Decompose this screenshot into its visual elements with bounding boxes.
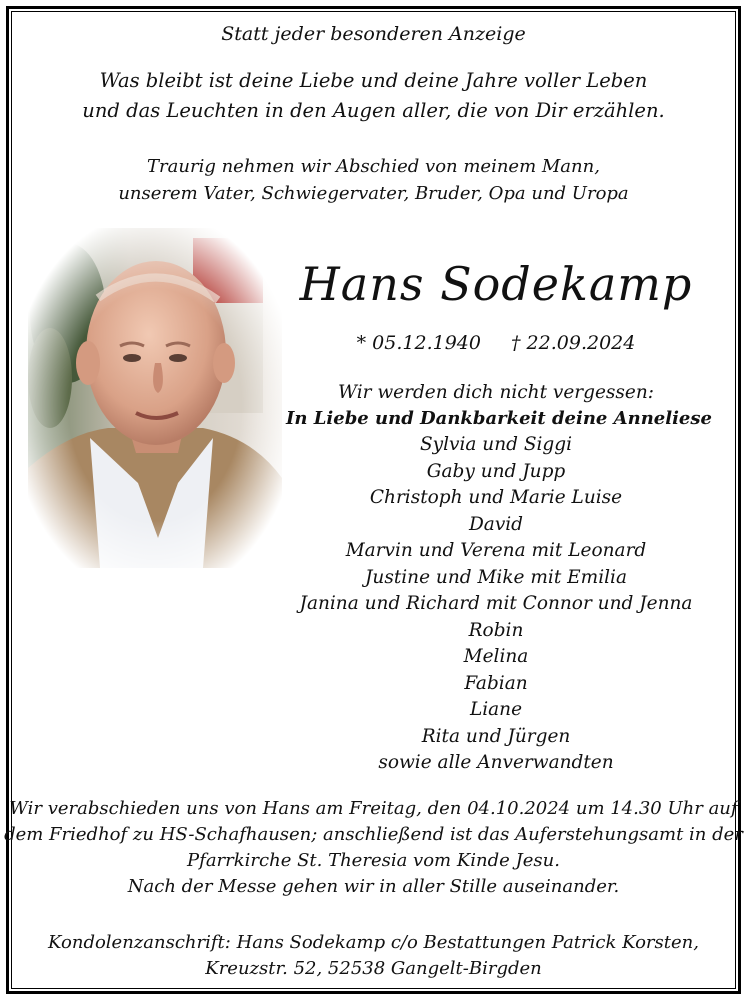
life-dates (286, 330, 706, 356)
mourner-name: Gaby und Jupp (426, 461, 566, 482)
mourners-intro: Wir werden dich nicht vergessen: (338, 382, 654, 403)
funeral-line-1: Wir verabschieden uns von Hans am Freitag, den 04.10.2024 um 14.30 Uhr auf (9, 798, 738, 819)
mourner-name: Robin (468, 620, 524, 641)
funeral-line-4: Nach der Messe gehen wir in aller Stille auseinander. (127, 876, 620, 897)
condolence-line-1: Kondolenzanschrift: Hans Sodekamp c/o Bestattungen Patrick Korsten, (48, 932, 699, 953)
mourner-name: Marvin und Verena mit Leonard (345, 540, 647, 561)
portrait-photo-icon (28, 228, 282, 568)
funeral-line-2: dem Friedhof zu HS-Schafhausen; anschließend ist das Auferstehungsamt in der (4, 824, 743, 845)
announcement-line-1: Traurig nehmen wir Abschied von meinem Mann, (147, 156, 600, 177)
verse-line-2: und das Leuchten in den Augen aller, die von Dir erzählen. (82, 99, 665, 122)
mourner-name: Christoph und Marie Luise (369, 487, 623, 508)
mourner-name: Liane (469, 699, 523, 720)
spouse-line: In Liebe und Dankbarkeit deine Anneliese (286, 408, 712, 429)
condolence-line-2: Kreuzstr. 52, 52538 Gangelt-Birgden (205, 958, 542, 979)
mourner-name: Melina (463, 646, 529, 667)
mourner-name: Rita und Jürgen (421, 726, 571, 747)
intro-line: Statt jeder besonderen Anzeige (221, 23, 526, 45)
death-date: † 22.09.2024 (511, 332, 636, 354)
mourner-name: Sylvia und Siggi (419, 434, 573, 455)
mourner-name: Fabian (464, 673, 528, 694)
funeral-line-3: Pfarrkirche St. Theresia vom Kinde Jesu. (187, 850, 560, 871)
portrait-photo (28, 228, 282, 568)
announcement-line-2: unserem Vater, Schwiegervater, Bruder, Opa und Uropa (118, 183, 629, 204)
verse-line-1: Was bleibt ist deine Liebe und deine Jahre voller Leben (99, 69, 648, 92)
deceased-name: Hans Sodekamp (299, 257, 693, 311)
birth-date: * 05.12.1940 (356, 332, 481, 354)
mourner-name: sowie alle Anverwandten (378, 752, 614, 773)
mourner-name: Janina und Richard mit Connor und Jenna (299, 593, 693, 614)
mourner-name: Justine und Mike mit Emilia (365, 567, 627, 588)
mourner-name: David (468, 514, 524, 535)
